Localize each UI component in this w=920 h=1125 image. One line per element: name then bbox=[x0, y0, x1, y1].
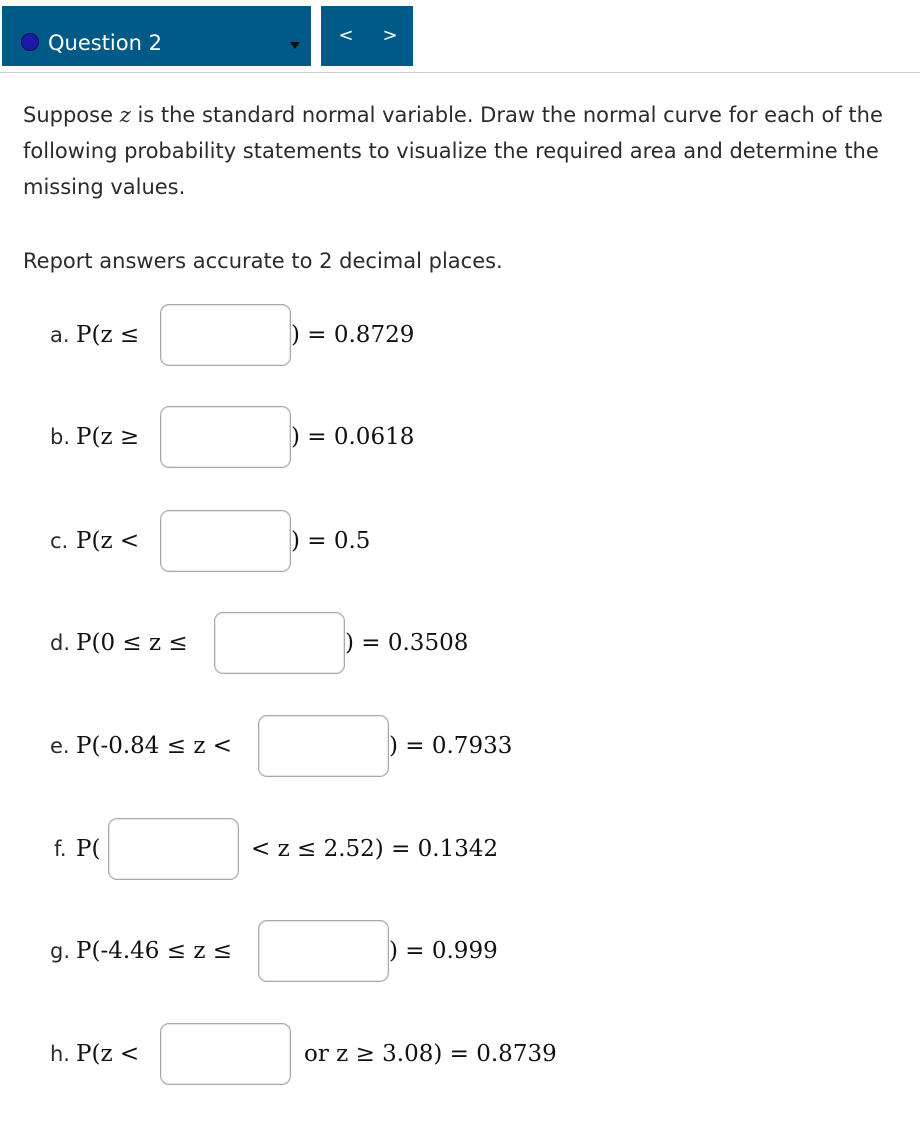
part-c-statement-end: ) = 0.5 bbox=[291, 528, 371, 554]
part-d-answer-input[interactable] bbox=[214, 612, 345, 674]
part-b-statement-start: P(z ≥ bbox=[76, 424, 140, 450]
part-a-statement-end: ) = 0.8729 bbox=[291, 322, 415, 348]
part-b-answer-field[interactable] bbox=[161, 407, 290, 467]
part-b-row bbox=[0, 406, 920, 468]
previous-question-button[interactable]: < bbox=[338, 25, 354, 46]
part-g-answer-field[interactable] bbox=[259, 921, 388, 981]
part-e-statement-end: ) = 0.7933 bbox=[389, 733, 513, 759]
question-toolbar bbox=[0, 0, 920, 73]
next-question-button[interactable]: > bbox=[382, 25, 398, 46]
part-h-answer-input[interactable] bbox=[160, 1023, 291, 1085]
part-d-statement-end: ) = 0.3508 bbox=[345, 630, 469, 656]
question-selector[interactable] bbox=[2, 6, 311, 66]
part-g-label: g. bbox=[50, 939, 71, 963]
question-prompt bbox=[23, 97, 903, 205]
part-b-label: b. bbox=[50, 425, 71, 449]
part-d-label: d. bbox=[50, 631, 71, 655]
prompt-variable: z bbox=[119, 103, 131, 127]
part-e-answer-input[interactable] bbox=[258, 715, 389, 777]
part-c-answer-input[interactable] bbox=[160, 510, 291, 572]
caret-down-icon[interactable] bbox=[290, 42, 300, 49]
part-f-row bbox=[0, 818, 920, 880]
question-status-icon bbox=[21, 33, 39, 51]
part-e-answer-field[interactable] bbox=[259, 716, 388, 776]
part-f-answer-field[interactable] bbox=[109, 819, 238, 879]
part-f-label: f. bbox=[54, 837, 67, 861]
question-label: Question 2 bbox=[48, 31, 162, 55]
instruction-text: Report answers accurate to 2 decimal places. bbox=[23, 249, 503, 273]
part-g-row bbox=[0, 920, 920, 982]
part-h-answer-field[interactable] bbox=[161, 1024, 290, 1084]
part-h-row bbox=[0, 1023, 920, 1085]
part-h-statement-start: P(z < bbox=[76, 1041, 140, 1067]
prompt-text-start: Suppose bbox=[23, 103, 120, 127]
part-e-label: e. bbox=[50, 734, 70, 758]
part-c-row bbox=[0, 510, 920, 572]
part-g-statement-start: P(-4.46 ≤ z ≤ bbox=[76, 938, 233, 964]
part-e-row bbox=[0, 715, 920, 777]
part-b-answer-input[interactable] bbox=[160, 406, 291, 468]
part-h-statement-end: or z ≥ 3.08) = 0.8739 bbox=[304, 1041, 557, 1067]
part-f-statement-start: P( bbox=[76, 836, 101, 862]
part-c-statement-start: P(z < bbox=[76, 528, 140, 554]
part-b-statement-end: ) = 0.0618 bbox=[291, 424, 415, 450]
part-a-answer-field[interactable] bbox=[161, 305, 290, 365]
part-h-label: h. bbox=[50, 1042, 70, 1066]
part-c-label: c. bbox=[50, 529, 69, 553]
part-g-answer-input[interactable] bbox=[258, 920, 389, 982]
part-a-label: a. bbox=[50, 323, 70, 347]
prompt-text-end: is the standard normal variable. Draw the normal curve for each of the following probability statements to visualize the required area and determine the missing values. bbox=[23, 103, 883, 199]
part-d-statement-start: P(0 ≤ z ≤ bbox=[76, 630, 188, 656]
part-a-row bbox=[0, 304, 920, 366]
question-navigation bbox=[321, 6, 413, 66]
part-f-statement-end: < z ≤ 2.52) = 0.1342 bbox=[251, 836, 499, 862]
part-g-statement-end: ) = 0.999 bbox=[389, 938, 498, 964]
part-e-statement-start: P(-0.84 ≤ z < bbox=[76, 733, 233, 759]
part-a-answer-input[interactable] bbox=[160, 304, 291, 366]
part-d-answer-field[interactable] bbox=[215, 613, 344, 673]
part-a-statement-start: P(z ≤ bbox=[76, 322, 140, 348]
part-f-answer-input[interactable] bbox=[108, 818, 239, 880]
part-d-row bbox=[0, 612, 920, 674]
part-c-answer-field[interactable] bbox=[161, 511, 290, 571]
